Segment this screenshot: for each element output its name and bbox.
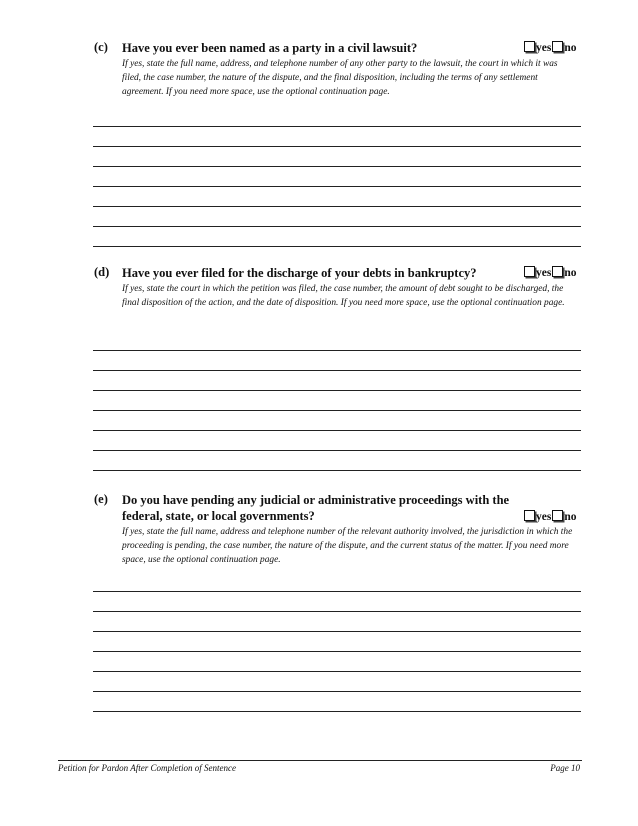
- footer-document-title: Petition for Pardon After Completion of Sentence: [58, 763, 236, 773]
- answer-area[interactable]: [93, 107, 581, 247]
- question-letter: (d): [94, 265, 110, 279]
- answer-line[interactable]: [93, 652, 581, 672]
- no-label: no: [564, 511, 577, 523]
- question-letter: (c): [94, 40, 108, 54]
- answer-line[interactable]: [93, 167, 581, 187]
- answer-line[interactable]: [93, 411, 581, 431]
- no-checkbox[interactable]: [552, 510, 563, 521]
- yes-label: yes: [536, 42, 552, 54]
- answer-line[interactable]: [93, 692, 581, 712]
- instruction-text: If yes, state the court in which the petition was filed, the case number, the amount of debt sought to be discharged, the final disposition of the action, and the date of disposition. If you need more space, use the optional continuation page.: [122, 284, 565, 308]
- answer-line[interactable]: [93, 451, 581, 471]
- answer-line[interactable]: [93, 371, 581, 391]
- answer-line[interactable]: [93, 187, 581, 207]
- yes-label: yes: [536, 511, 552, 523]
- answer-line[interactable]: [93, 632, 581, 652]
- instruction-text: If yes, state the full name, address and telephone number of the relevant authority involved, the jurisdiction in which the proceeding is pending, the case number, the nature of the dispute, and the current status of the matter. If you need more space, use the optional continuation page.: [122, 527, 573, 565]
- answer-line[interactable]: [93, 147, 581, 167]
- no-label: no: [564, 42, 577, 54]
- no-label: no: [564, 267, 577, 279]
- answer-area[interactable]: [93, 572, 581, 712]
- answer-line[interactable]: [93, 431, 581, 451]
- answer-line[interactable]: [93, 672, 581, 692]
- yes-checkbox[interactable]: [524, 266, 535, 277]
- question-text: Do you have pending any judicial or administrative proceedings with the federal, state, or local governments?: [122, 493, 510, 523]
- answer-area[interactable]: [93, 331, 581, 471]
- answer-line[interactable]: [93, 227, 581, 247]
- answer-line[interactable]: [93, 391, 581, 411]
- answer-line[interactable]: [93, 207, 581, 227]
- question-text: Have you ever been named as a party in a civil lawsuit?: [122, 41, 418, 55]
- answer-line[interactable]: [93, 331, 581, 351]
- yes-checkbox[interactable]: [524, 510, 535, 521]
- answer-line[interactable]: [93, 127, 581, 147]
- yes-no-checkboxes: [524, 509, 578, 525]
- no-checkbox[interactable]: [552, 41, 563, 52]
- yes-label: yes: [536, 267, 552, 279]
- yes-no-checkboxes: [524, 40, 578, 56]
- question-text: Have you ever filed for the discharge of your debts in bankruptcy?: [122, 266, 477, 280]
- footer-divider: [58, 760, 582, 761]
- no-checkbox[interactable]: [552, 266, 563, 277]
- answer-line[interactable]: [93, 351, 581, 371]
- answer-line[interactable]: [93, 592, 581, 612]
- answer-line[interactable]: [93, 572, 581, 592]
- instruction-text: If yes, state the full name, address, and telephone number of any other party to the lawsuit, the court in which it was filed, the case number, the nature of the dispute, and the final disposition, including the terms of any settlement agreement. If you need more space, use the optional continuation page.: [122, 59, 558, 97]
- answer-line[interactable]: [93, 612, 581, 632]
- footer-page-number: Page 10: [550, 763, 580, 773]
- answer-line[interactable]: [93, 107, 581, 127]
- yes-checkbox[interactable]: [524, 41, 535, 52]
- question-letter: (e): [94, 492, 108, 506]
- yes-no-checkboxes: [524, 265, 578, 281]
